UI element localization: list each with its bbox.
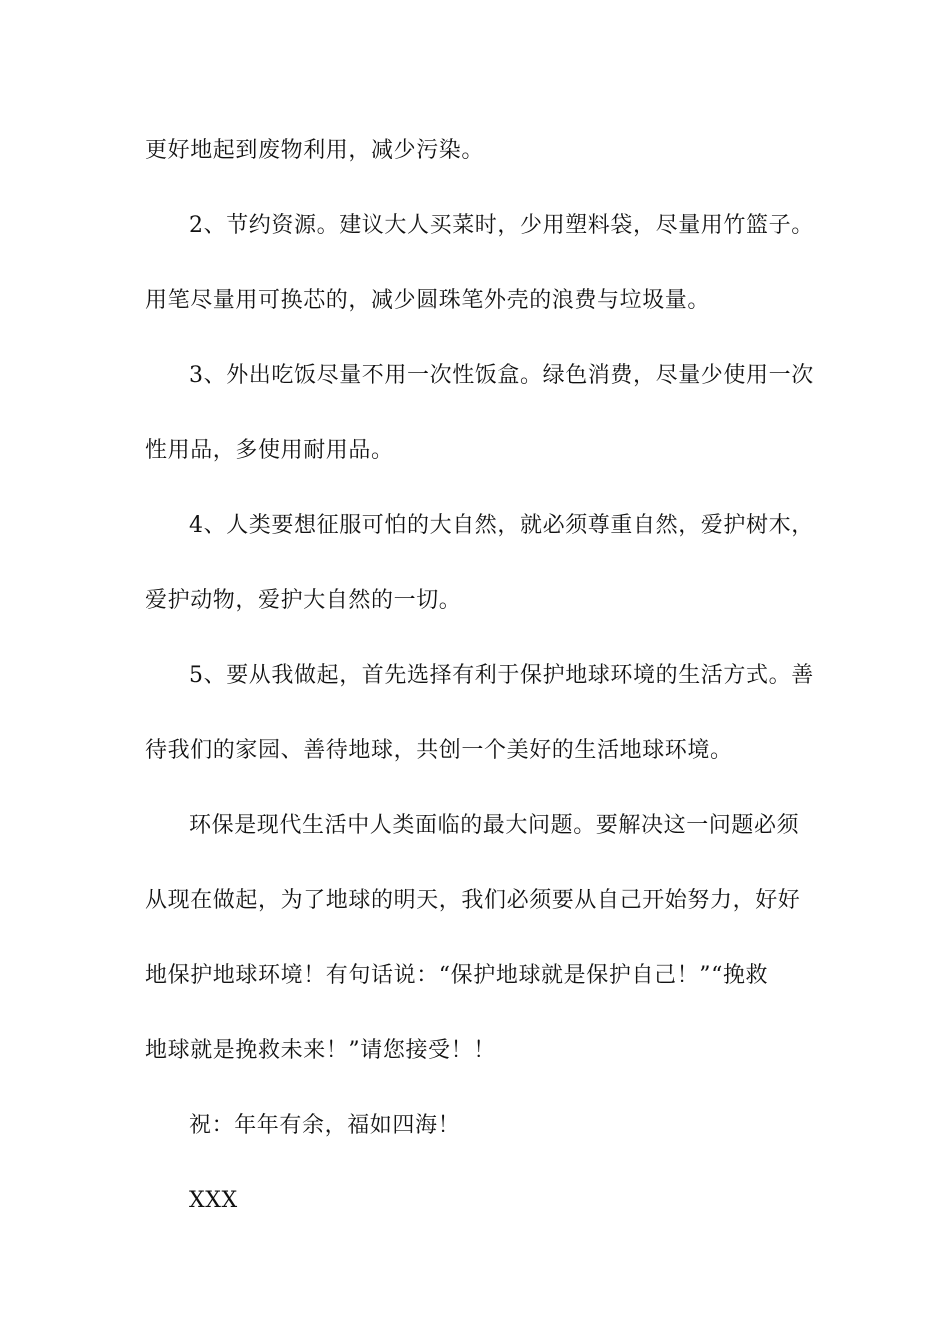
text-line: 爱护动物，爱护大自然的一切。 (145, 588, 462, 613)
text-line: 用笔尽量用可换芯的，减少圆珠笔外壳的浪费与垃圾量。 (145, 288, 711, 313)
text-line: 4、人类要想征服可怕的大自然，就必须尊重自然，爱护树木， (189, 513, 814, 538)
text-line: 从现在做起，为了地球的明天，我们必须要从自己开始努力，好好 (145, 888, 801, 913)
text-line: 地球就是挽救未来！”请您接受！！ (145, 1038, 496, 1063)
text-line: 性用品，多使用耐用品。 (145, 438, 394, 463)
text-line: 地保护地球环境！有句话说：“保护地球就是保护自己！”“挽救 (145, 963, 769, 988)
text-line: 5、要从我做起，首先选择有利于保护地球环境的生活方式。善 (189, 663, 814, 688)
closing-line: 祝：年年有余，福如四海！ (189, 1113, 461, 1138)
text-line: 更好地起到废物利用，减少污染。 (145, 138, 485, 163)
text-line: 待我们的家园、善待地球，共创一个美好的生活地球环境。 (145, 738, 733, 763)
text-line: 环保是现代生活中人类面临的最大问题。要解决这一问题必须 (189, 813, 800, 838)
signature-line: XXX (189, 1188, 238, 1213)
text-line: 2、节约资源。建议大人买菜时，少用塑料袋，尽量用竹篮子。 (189, 213, 814, 238)
text-line: 3、外出吃饭尽量不用一次性饭盒。绿色消费，尽量少使用一次 (189, 363, 814, 388)
